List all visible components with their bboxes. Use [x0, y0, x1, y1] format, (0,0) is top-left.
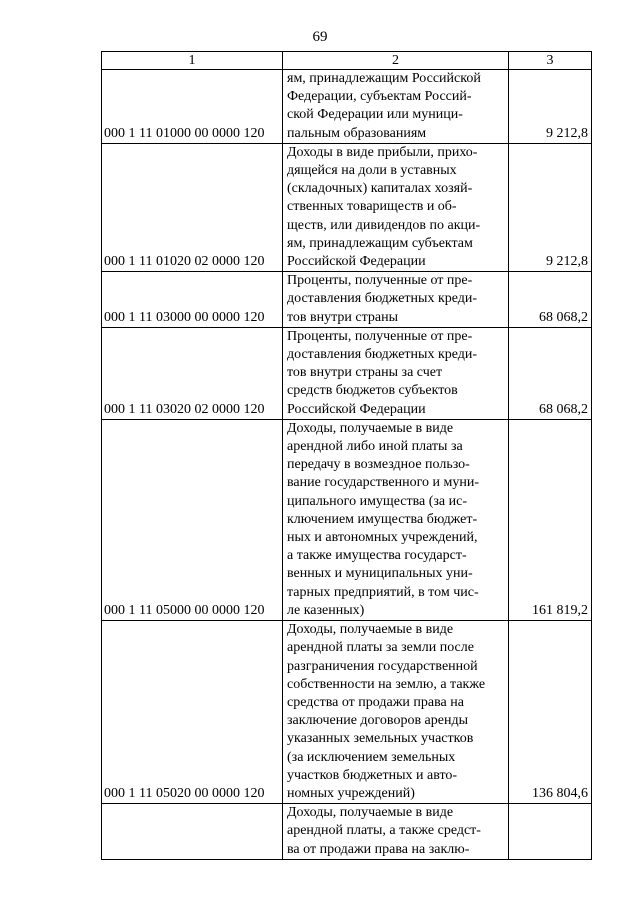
- table-row: [102, 327, 592, 419]
- description-line: ключением имущества бюджет-: [287, 511, 478, 527]
- revenue-code-cell: 000 1 11 03000 00 0000 120: [102, 272, 283, 328]
- amount-cell: 68 068,2: [509, 327, 592, 419]
- amount-cell: [509, 804, 592, 860]
- description-line: тов внутри страны за счет: [287, 365, 443, 381]
- description-line: (за исключением земельных: [287, 749, 456, 765]
- description-line: арендной платы за земли после: [287, 640, 474, 656]
- table-header-row: [102, 52, 592, 70]
- revenue-description-cell: [283, 272, 509, 328]
- amount-cell: 68 068,2: [509, 272, 592, 328]
- description-line: ных и автономных учреждений,: [287, 530, 478, 546]
- description-line: пальным образованиям: [287, 125, 427, 141]
- table-row: [102, 143, 592, 271]
- column-header-code: 1: [102, 52, 283, 70]
- revenue-description-cell: [283, 70, 509, 144]
- description-line: Проценты, полученные от пре-: [287, 273, 473, 289]
- description-line: Доходы, получаемые в виде: [287, 622, 454, 638]
- revenue-code-cell: 000 1 11 01020 02 0000 120: [102, 143, 283, 271]
- description-line: тарных предприятий, в том чис-: [287, 584, 479, 600]
- description-line: тов внутри страны: [287, 309, 399, 325]
- column-header-description: 2: [283, 52, 509, 70]
- description-line: Доходы, получаемые в виде: [287, 805, 454, 821]
- table-row: [102, 70, 592, 144]
- table-row: [102, 621, 592, 804]
- table-row: [102, 272, 592, 328]
- revenue-code-cell: 000 1 11 03020 02 0000 120: [102, 327, 283, 419]
- description-line: ле казенных): [287, 602, 365, 618]
- description-line: ществ, или дивидендов по акци-: [287, 217, 481, 233]
- amount-cell: 9 212,8: [509, 143, 592, 271]
- description-line: Российской Федерации: [287, 401, 426, 417]
- description-line: арендной платы, а также средст-: [287, 823, 481, 839]
- description-line: заключение договоров аренды: [287, 713, 469, 729]
- description-line: (складочных) капиталах хозяй-: [287, 181, 473, 197]
- description-line: ственных товариществ и об-: [287, 199, 457, 215]
- revenue-description-cell: [283, 327, 509, 419]
- amount-cell: 161 819,2: [509, 419, 592, 620]
- description-line: ям, принадлежащим Российской: [287, 71, 481, 86]
- description-line: Российской Федерации: [287, 254, 426, 270]
- description-line: указанных земельных участков: [287, 731, 474, 747]
- description-line: арендной либо иной платы за: [287, 439, 463, 455]
- revenue-code-cell: 000 1 11 01000 00 0000 120: [102, 70, 283, 144]
- description-line: ям, принадлежащим субъектам: [287, 235, 473, 251]
- description-line: дящейся на доли в уставных: [287, 163, 457, 179]
- revenue-description-cell: [283, 804, 509, 860]
- revenue-description-cell: [283, 621, 509, 804]
- amount-cell: 136 804,6: [509, 621, 592, 804]
- description-line: доставления бюджетных креди-: [287, 347, 478, 363]
- description-line: собственности на землю, а также: [287, 676, 486, 692]
- description-line: Проценты, полученные от пре-: [287, 328, 473, 344]
- description-line: передачу в возмездное пользо-: [287, 457, 470, 473]
- description-line: средств бюджетов субъектов: [287, 383, 458, 399]
- description-line: Федерации, субъектам Россий-: [287, 89, 472, 105]
- description-line: венных и муниципальных уни-: [287, 566, 473, 582]
- revenue-description-cell: [283, 419, 509, 620]
- description-line: Доходы, получаемые в виде: [287, 420, 454, 436]
- table-row: [102, 804, 592, 860]
- description-line: ва от продажи права на заклю-: [287, 841, 470, 857]
- description-line: участков бюджетных и авто-: [287, 767, 458, 783]
- page-number: 69: [312, 29, 328, 45]
- amount-cell: 9 212,8: [509, 70, 592, 144]
- revenue-description-cell: [283, 143, 509, 271]
- description-line: ципального имущества (за ис-: [287, 493, 468, 509]
- description-line: вание государственного и муни-: [287, 475, 480, 491]
- description-line: средства от продажи права на: [287, 694, 464, 710]
- revenue-code-cell: [102, 804, 283, 860]
- description-line: ской Федерации или муници-: [287, 107, 463, 123]
- description-line: доставления бюджетных креди-: [287, 291, 478, 307]
- revenue-code-cell: 000 1 11 05020 00 0000 120: [102, 621, 283, 804]
- table-row: [102, 419, 592, 620]
- description-line: Доходы в виде прибыли, прихо-: [287, 144, 478, 160]
- description-line: номных учреждений): [287, 785, 415, 801]
- budget-revenue-table: [101, 51, 592, 860]
- column-header-amount: 3: [509, 52, 592, 70]
- description-line: разграничения государственной: [287, 658, 478, 674]
- revenue-code-cell: 000 1 11 05000 00 0000 120: [102, 419, 283, 620]
- description-line: а также имущества государст-: [287, 548, 467, 564]
